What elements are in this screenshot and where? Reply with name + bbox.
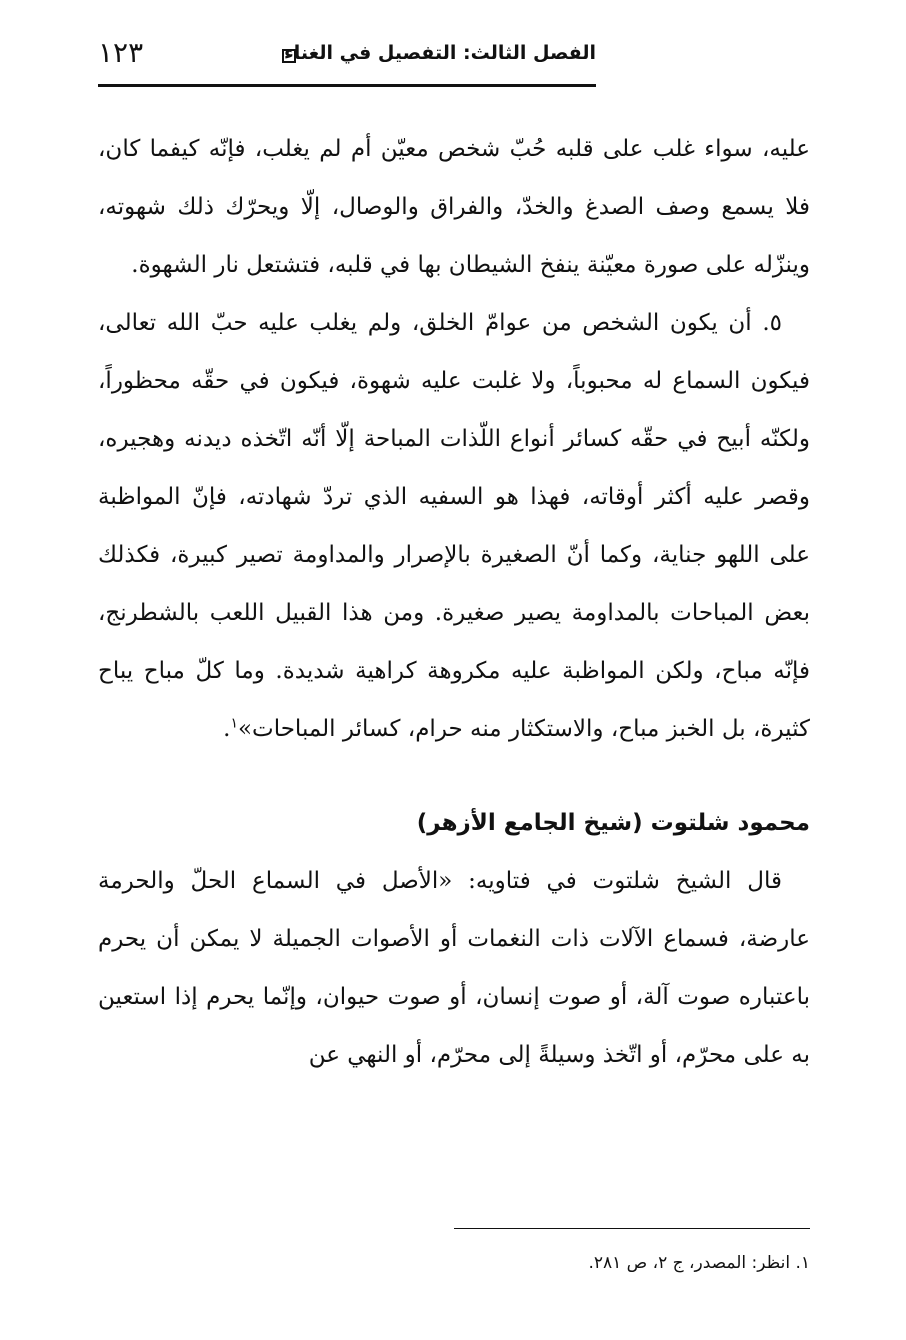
- paragraph-continuation: عليه، سواء غلب على قلبه حُبّ شخص معيّن أم لم يغلب، فإنّه كيفما كان، فلا يسمع وصف الصدغ والخدّ، والفراق والوصال، إلّا ويحرّك ذلك شهوته، وينزّله على صورة معيّنة ينفخ الشيطان بها في قلبه، فتشتعل نار الشهوة.: [98, 136, 810, 278]
- paragraph-end-punctuation: .: [223, 716, 231, 742]
- page-number: ١٢٣: [98, 36, 144, 69]
- footnote-reference[interactable]: ١: [230, 715, 238, 732]
- footnote-divider: [454, 1228, 810, 1229]
- square-ornament-icon: [282, 49, 296, 63]
- main-text: [98, 120, 810, 1084]
- paragraph-point-5: [98, 294, 810, 758]
- paragraph-point-5-text: ٥. أن يكون الشخص من عوامّ الخلق، ولم يغلب عليه حبّ الله تعالى، فيكون السماع له محبوباً، ولا غلبت عليه شهوة، فيكون في حقّه محظوراً، ولكنّه أبيح في حقّه كسائر أنواع اللّذات المباحة إلّا أنّه اتّخذه ديدنه وهجيره، وقصر عليه أكثر أوقاته، فهذا هو السفيه الذي تردّ شهادته، فإنّ المواظبة على اللهو جناية، وكما أنّ الصغيرة بالإصرار والمداومة تصير كبيرة، فكذلك بعض المباحات بالمداومة يصير صغيرة. ومن هذا القبيل اللعب بالشطرنج، فإنّه مباح، ولكن المواظبة عليه مكروهة كراهية شديدة. وما كلّ مباح يباح كثيرة، بل الخبز مباح، والاستكثار منه حرام، كسائر المباحات»: [98, 310, 810, 742]
- paragraph-shaltut-quote: قال الشيخ شلتوت في فتاويه: «الأصل في السماع الحلّ والحرمة عارضة، فسماع الآلات ذات النغمات أو الأصوات الجميلة لا يمكن أن يحرم باعتباره صوت آلة، أو صوت إنسان، أو صوت حيوان، وإنّما يحرم إذا استعين به على محرّم، أو اتّخذ وسيلةً إلى محرّم، أو النهي عن: [98, 868, 810, 1068]
- page-header: [98, 36, 596, 87]
- footnote-1: ١. انظر: المصدر، ج ٢، ص ٢٨١.: [588, 1253, 810, 1273]
- running-title: الفصل الثالث: التفصيل في الغناء: [284, 42, 596, 64]
- section-heading: محمود شلتوت (شيخ الجامع الأزهر): [416, 810, 810, 836]
